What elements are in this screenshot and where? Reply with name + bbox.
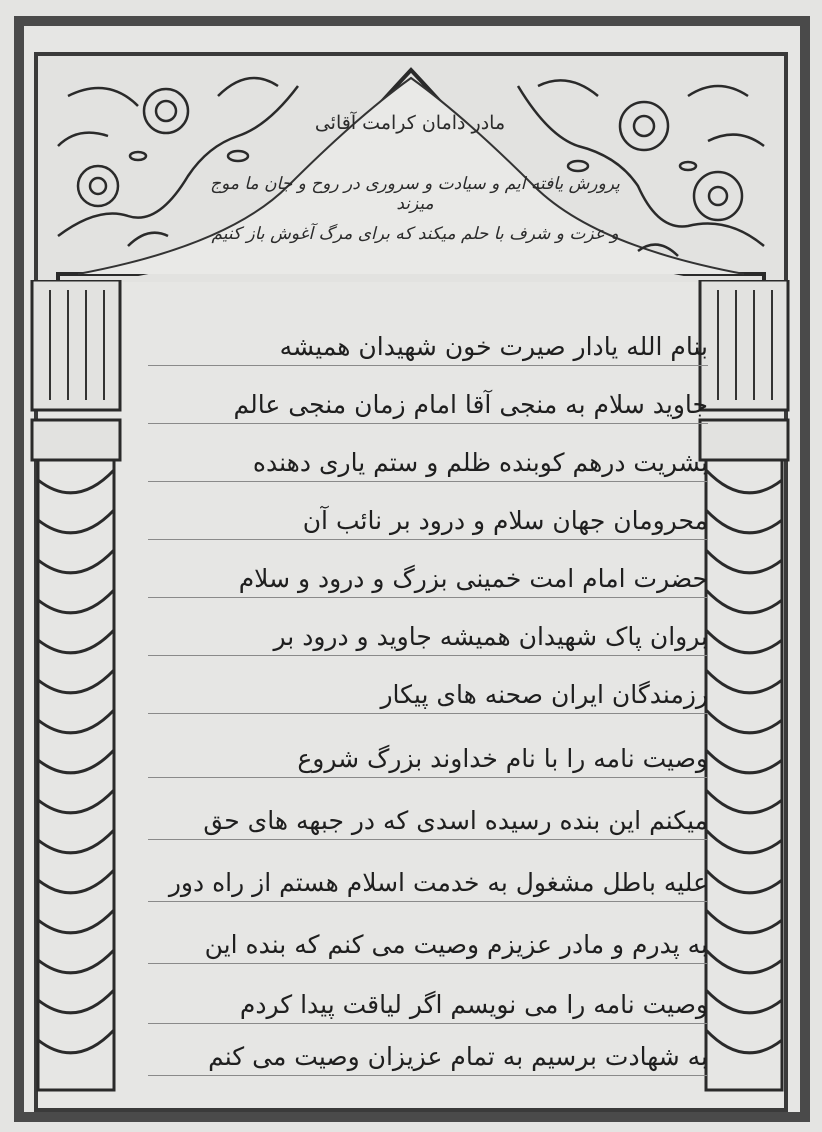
body-line: علیه باطل مشغول به خدمت اسلام هستم از راه دور [148, 868, 708, 902]
body-line: وصیت نامه را می نویسم اگر لیاقت پیدا کردم [148, 990, 708, 1024]
body-line: رزمندگان ایران صحنه های پیکار [148, 680, 708, 714]
letter-body [112, 292, 708, 1092]
letter-heading: مادر دامان کرامت آقائی [314, 112, 506, 134]
body-line: حضرت امام امت خمینی بزرگ و درود و سلام [148, 564, 708, 598]
heading-line-2: و عزت و شرف با حلم میکند که برای مرگ آغوش باز کنیم [211, 224, 619, 244]
left-pillar [30, 280, 122, 1100]
body-line: جاوید سلام به منجی آقا امام زمان منجی عالم [148, 390, 708, 424]
body-line: میکنم این بنده رسیده اسدی که در جبهه های حق [148, 806, 708, 840]
body-line: بنام الله یادار صیرت خون شهیدان همیشه [148, 332, 708, 366]
right-pillar [698, 280, 790, 1100]
arch-header-ornament [38, 56, 784, 282]
body-line: به شهادت برسیم به تمام عزیزان وصیت می کنم [148, 1042, 708, 1076]
body-line: محرومان جهان سلام و درود بر نائب آن [148, 506, 708, 540]
body-line: بروان پاک شهیدان همیشه جاوید و درود بر [148, 622, 708, 656]
heading-line-1: پرورش یافته ایم و سیادت و سروری در روح و جان ما موج میزند [210, 174, 620, 214]
body-line: وصیت نامه را با نام خداوند بزرگ شروع [148, 744, 708, 778]
body-line: به پدرم و مادر عزیزم وصیت می کنم که بنده این [148, 930, 708, 964]
body-line: بشریت درهم کوبنده ظلم و ستم یاری دهنده [148, 448, 708, 482]
